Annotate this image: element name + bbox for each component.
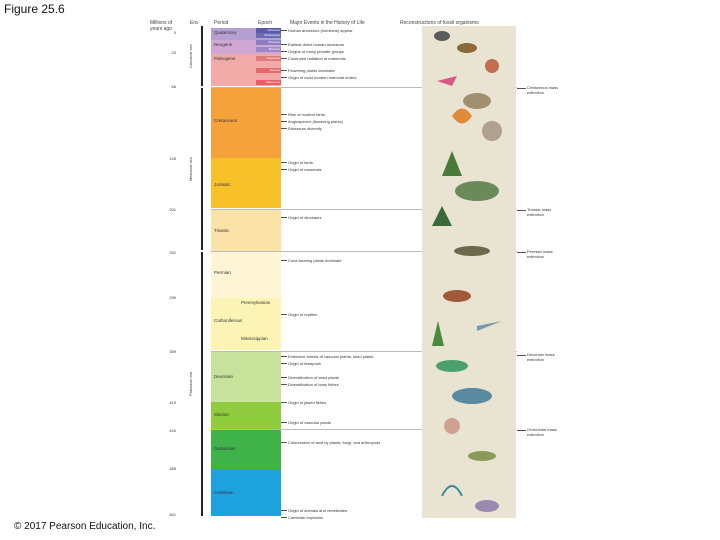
period-label: Cretaceous <box>214 118 238 123</box>
tree-icon <box>442 151 462 176</box>
epoch-miocene: Miocene <box>256 47 281 52</box>
figure-title: Figure 25.6 <box>4 2 65 16</box>
mya-label: 299 <box>169 295 176 300</box>
period-cambrian <box>211 470 281 516</box>
event: Continued radiation of mammals <box>288 56 346 61</box>
era-bar-paleozoic <box>201 252 203 516</box>
period-label: Pennsylvanian <box>241 300 271 305</box>
extinction-arrow <box>517 210 526 211</box>
hominin-skull-icon <box>434 31 450 41</box>
period-label: Permian <box>214 270 231 275</box>
era-bar-mesozoic <box>201 88 203 250</box>
event: Origin of mammals <box>288 167 322 172</box>
period-label: Ordovician <box>214 446 236 451</box>
fern-icon <box>432 321 444 346</box>
event: Origin of birds <box>288 160 313 165</box>
era-label-paleozoic: Paleozoic era <box>188 371 193 397</box>
period-label: Carboniferous <box>214 318 243 323</box>
header-mya: Millions of years ago <box>150 20 173 32</box>
event: Origin of reptiles <box>288 312 318 317</box>
period-label: Triassic <box>214 228 230 233</box>
mya-label: 443 <box>169 428 176 433</box>
mass-extinction-label: Triassic mass extinction <box>527 207 552 217</box>
period-permian <box>211 252 281 298</box>
epoch-paleocene: Paleocene <box>256 80 281 85</box>
event: Angiosperms (flowering plants) <box>288 119 343 124</box>
event: Rise of modern birds <box>288 112 325 117</box>
period-mississippian <box>211 334 281 350</box>
mya-label: 252 <box>169 250 176 255</box>
period-label: Quaternary <box>214 30 237 35</box>
event: Origin of tetrapods <box>288 361 321 366</box>
event: Diversification of bony fishes <box>288 382 339 387</box>
ammonite-icon <box>482 121 502 141</box>
period-label: Silurian <box>214 412 230 417</box>
era-label-cenozoic: Cenozoic era <box>188 44 193 68</box>
event: Colonization of land by plants, fungi, and arthropods <box>288 440 381 445</box>
reptile-icon <box>454 246 490 256</box>
event: Origin of vascular plants <box>288 420 331 425</box>
mass-extinction-label: Devonian mass extinction <box>527 352 555 362</box>
flower-icon <box>437 76 457 86</box>
event: Origin of dinosaurs <box>288 215 322 220</box>
trilobite-icon <box>475 500 499 512</box>
mya-label: 485 <box>169 466 176 471</box>
mya-label: 541 <box>169 512 176 517</box>
extinction-arrow <box>517 88 526 89</box>
event: Origin of jawed fishes <box>288 400 327 405</box>
header-era: Era <box>190 20 198 26</box>
amphibian-icon <box>443 290 471 302</box>
jawless-fish-icon <box>468 451 496 461</box>
period-label: Cambrian <box>214 490 234 495</box>
header-reconstructions: Reconstructions of fossil organisms <box>400 20 479 26</box>
event: Earliest direct human ancestors <box>288 42 345 47</box>
period-triassic <box>211 210 281 252</box>
mya-label: 23 <box>171 50 176 55</box>
period-label: Mississippian <box>241 336 268 341</box>
event: Cambrian explosion <box>288 515 324 520</box>
tetrapod-icon <box>436 360 468 372</box>
event: Origin of most modern mammal orders <box>288 75 357 80</box>
extinction-arrow <box>517 252 526 253</box>
event: Origin of animals and vertebrates <box>288 508 347 513</box>
period-ordovician <box>211 430 281 470</box>
period-jurassic <box>211 158 281 208</box>
conifer-icon <box>432 206 452 226</box>
event: Flowering plants dominate <box>288 68 335 73</box>
extinction-arrow <box>517 430 526 431</box>
event: Origins of many primate groups <box>288 49 344 54</box>
header-epoch: Epoch <box>258 20 273 26</box>
butterfly-icon <box>452 109 472 124</box>
mya-label: 201 <box>169 207 176 212</box>
rodent-icon <box>463 93 491 109</box>
mya-label: 0 <box>173 30 176 35</box>
mya-label: 359 <box>169 349 176 354</box>
era-label-mesozoic: Mesozoic era <box>188 157 193 181</box>
mass-extinction-label: Ordovician mass extinction <box>527 427 557 437</box>
mass-extinction-label: Permian mass extinction <box>527 249 553 259</box>
era-bar-cenozoic <box>201 26 203 86</box>
primate-icon <box>485 59 499 73</box>
period-cretaceous <box>211 88 281 158</box>
period-label: Paleogene <box>214 56 236 61</box>
dinosaur-icon <box>455 181 499 201</box>
epoch-eocene: Eocene <box>256 68 281 73</box>
sponge-icon <box>442 486 462 496</box>
epoch-pliocene: Pliocene <box>256 40 281 45</box>
event: Dinosaurs diversify <box>288 126 322 131</box>
dragonfly-icon <box>477 321 502 331</box>
period-label: Neogene <box>214 42 233 47</box>
coral-icon <box>444 418 460 434</box>
epoch-oligocene: Oligocene <box>256 56 281 61</box>
period-label: Devonian <box>214 374 234 379</box>
period-carboniferous <box>211 316 281 334</box>
event: Cone-bearing plants dominate <box>288 258 342 263</box>
fossil-illustrations <box>422 26 516 518</box>
event: Diversification of seed plants <box>288 375 339 380</box>
fish-icon <box>452 388 492 404</box>
header-events: Major Events in the History of Life <box>290 20 365 26</box>
epoch-pleistocene: Pleistocene <box>256 33 281 38</box>
copyright-notice: © 2017 Pearson Education, Inc. <box>14 521 156 532</box>
extinction-arrow <box>517 355 526 356</box>
period-silurian <box>211 402 281 430</box>
period-label: Jurassic <box>214 182 231 187</box>
mammal-icon <box>457 43 477 53</box>
period-pennsylvanian <box>211 298 281 316</box>
mass-extinction-label: Cretaceous mass extinction <box>527 85 559 95</box>
event: Human ancestors (hominins) appear <box>288 28 353 33</box>
header-period: Period <box>214 20 229 26</box>
period-devonian <box>211 352 281 402</box>
mya-label: 419 <box>169 400 176 405</box>
mya-label: 145 <box>169 156 176 161</box>
event: Extensive forests of vascular plants; seed plants <box>288 354 374 359</box>
mya-label: 66 <box>171 84 176 89</box>
epoch-holocene: Holocene <box>256 28 281 33</box>
fossil-reconstructions-panel <box>422 26 516 518</box>
